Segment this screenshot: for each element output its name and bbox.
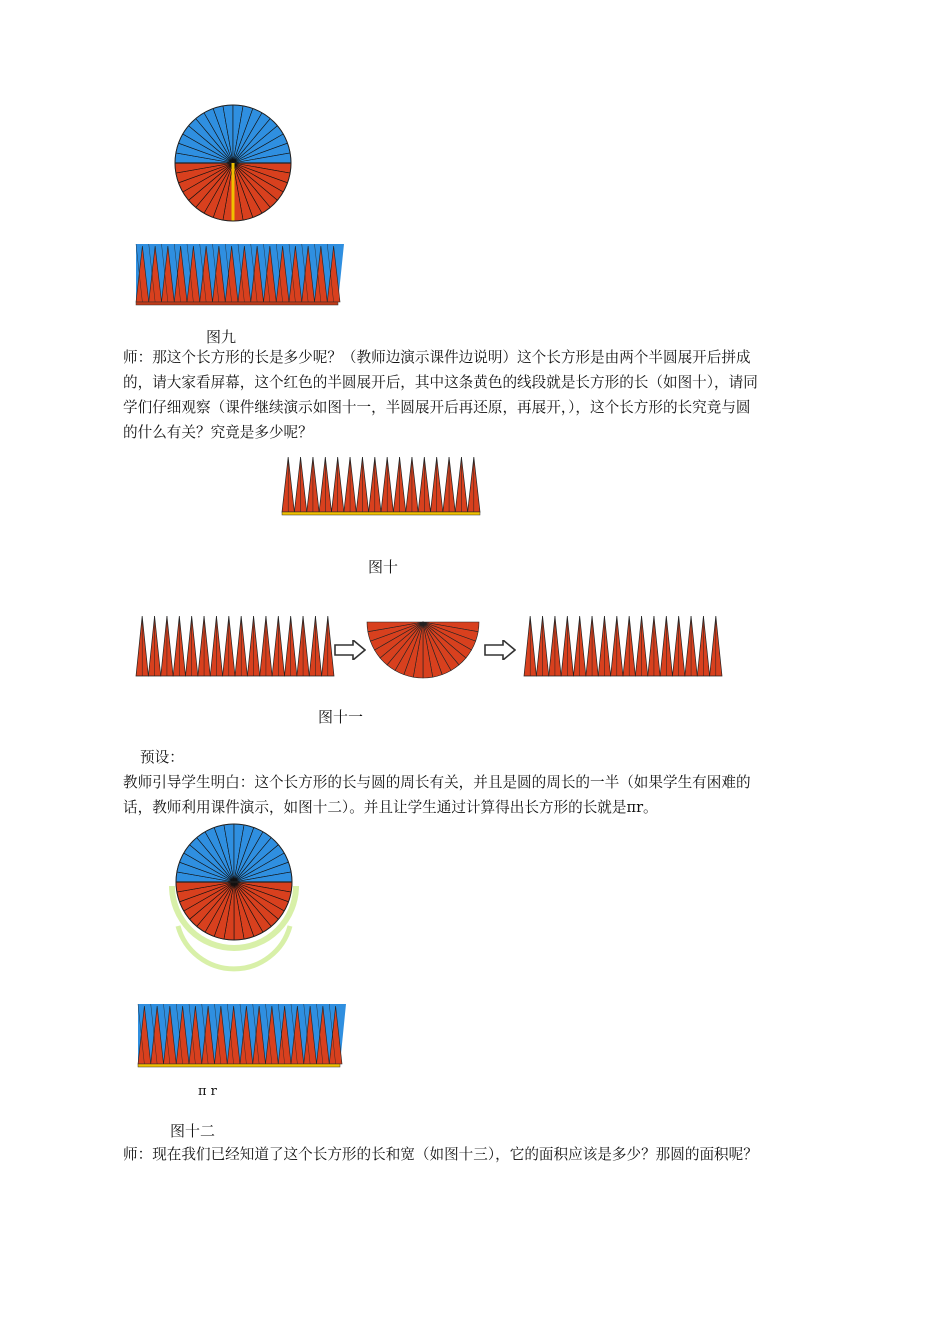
paragraph-line: 的什么有关？究竟是多少呢？ xyxy=(123,424,313,441)
figure-9-caption: 图九 xyxy=(206,328,237,346)
figure-11-semicircle xyxy=(364,620,482,682)
figure-11-comb-left xyxy=(134,612,336,682)
figure-12-circle-with-arc xyxy=(164,822,304,992)
right-arrow-icon xyxy=(484,640,516,660)
figure-12-rectangle xyxy=(136,1000,348,1070)
paragraph-line: 师：现在我们已经知道了这个长方形的长和宽（如图十三），它的面积应该是多少？那圆的面积呢？ xyxy=(123,1146,758,1163)
right-arrow-icon xyxy=(334,640,366,660)
pi-r-label: π r xyxy=(198,1084,217,1099)
paragraph-line: 师：那这个长方形的长是多少呢？（教师边演示课件边说明）这个长方形是由两个半圆展开后拼成 xyxy=(123,349,751,366)
paragraph-line: 教师引导学生明白：这个长方形的长与圆的周长有关，并且是圆的周长的一半（如果学生有困难的 xyxy=(123,774,751,791)
paragraph-1 xyxy=(123,345,758,445)
paragraph-line: 学们仔细观察（课件继续演示如图十一，半圆展开后再还原，再展开，），这个长方形的长究竟与圆 xyxy=(123,399,751,416)
preset-label: 预设： xyxy=(140,749,184,766)
figure-10-unrolled-semicircle xyxy=(280,452,482,522)
paragraph-2 xyxy=(123,770,751,820)
figure-12-caption: 图十二 xyxy=(170,1122,216,1140)
figure-9-rectangle xyxy=(134,240,346,308)
figure-10-caption: 图十 xyxy=(368,558,399,576)
figure-11-comb-right xyxy=(522,612,724,682)
paragraph-line: 的，请大家看屏幕，这个红色的半圆展开后，其中这条黄色的线段就是长方形的长（如图十），请同 xyxy=(123,374,758,391)
figure-9-circle xyxy=(170,100,296,226)
paragraph-3 xyxy=(123,1142,758,1167)
figure-11-caption: 图十一 xyxy=(318,708,364,726)
paragraph-line: 话，教师利用课件演示，如图十二）。并且让学生通过计算得出长方形的长就是πr。 xyxy=(123,799,658,816)
